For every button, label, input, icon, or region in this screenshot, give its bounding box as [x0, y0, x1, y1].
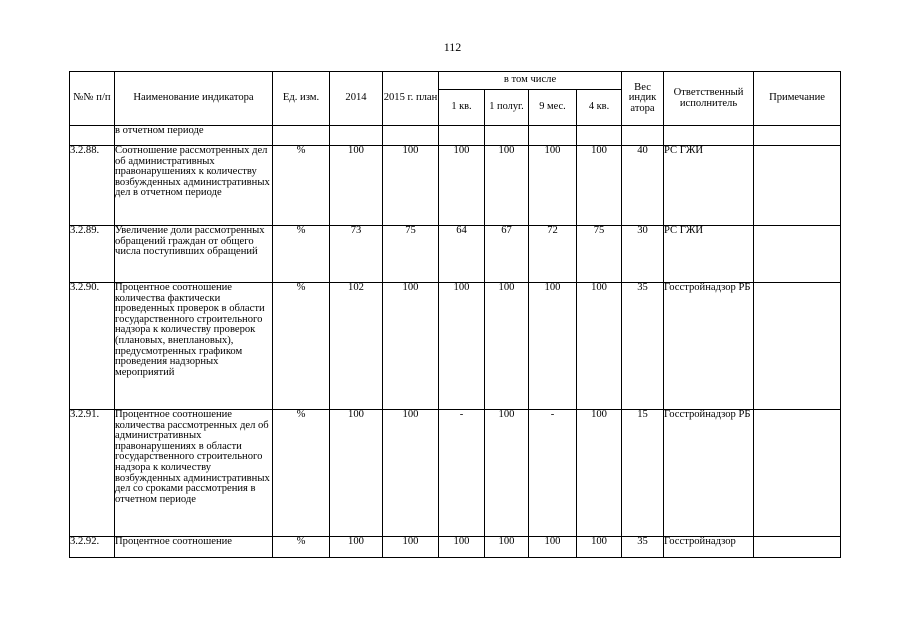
cell-2015: 100: [383, 146, 439, 226]
cell-num: 3.2.91.: [70, 410, 115, 537]
cell-num: 3.2.88.: [70, 146, 115, 226]
cell-note: [754, 146, 841, 226]
cell-weight: 15: [622, 410, 664, 537]
header-including: в том числе: [439, 72, 622, 90]
cell-q1: 64: [439, 226, 485, 283]
cell-note: [754, 226, 841, 283]
cell-2014: 102: [330, 283, 383, 410]
cell-2015: [383, 126, 439, 146]
cell-name: Соотношение рассмотренных дел об административных правонарушениях к количеству возбужденных административных дел в отчетном периоде: [115, 146, 273, 226]
cell-half1: 67: [485, 226, 529, 283]
header-name: Наименование индикатора: [115, 72, 273, 126]
table-row: [70, 537, 841, 558]
cell-note: [754, 126, 841, 146]
cell-9m: [529, 126, 577, 146]
cell-q1: -: [439, 410, 485, 537]
cell-q4: 100: [577, 146, 622, 226]
cell-unit: %: [273, 283, 330, 410]
page-number: 112: [443, 40, 462, 54]
cell-responsible: Госстройнадзор РБ: [664, 410, 754, 537]
cell-q4: [577, 126, 622, 146]
table-row: [70, 410, 841, 537]
header-unit: Ед. изм.: [273, 72, 330, 126]
cell-weight: 35: [622, 537, 664, 558]
cell-num: 3.2.92.: [70, 537, 115, 558]
cell-name: в отчетном периоде: [115, 126, 273, 146]
cell-responsible: Госстройнадзор РБ: [664, 283, 754, 410]
cell-2015: 100: [383, 537, 439, 558]
cell-unit: %: [273, 410, 330, 537]
table-header: [70, 72, 841, 126]
cell-name: Процентное соотношение количества фактически проведенных проверок в области государственного строительного надзора к количеству проверок (плановых, внеплановых), предусмотренных графиком проведения надзорных мероприятий: [115, 283, 273, 410]
cell-name: Процентное соотношение количества рассмотренных дел об административных правонарушениях в области государственного строительного надзора к количеству возбужденных административных дел со сроками рассмотрения в отчетном периоде: [115, 410, 273, 537]
header-num: №№ п/п: [70, 72, 115, 126]
cell-weight: [622, 126, 664, 146]
cell-q4: 100: [577, 537, 622, 558]
cell-q4: 75: [577, 226, 622, 283]
table-row: [70, 126, 841, 146]
cell-half1: 100: [485, 146, 529, 226]
cell-2015: 100: [383, 410, 439, 537]
cell-2015: 75: [383, 226, 439, 283]
cell-q4: 100: [577, 410, 622, 537]
table-row: [70, 226, 841, 283]
cell-weight: 40: [622, 146, 664, 226]
cell-9m: 72: [529, 226, 577, 283]
cell-q1: 100: [439, 283, 485, 410]
cell-9m: 100: [529, 146, 577, 226]
cell-2014: 100: [330, 410, 383, 537]
cell-2014: 100: [330, 146, 383, 226]
table-row: [70, 146, 841, 226]
cell-q1: 100: [439, 537, 485, 558]
indicators-table: [69, 71, 841, 558]
cell-weight: 30: [622, 226, 664, 283]
cell-num: [70, 126, 115, 146]
header-q4: 4 кв.: [577, 90, 622, 126]
cell-2014: 100: [330, 537, 383, 558]
cell-weight: 35: [622, 283, 664, 410]
header-2014: 2014: [330, 72, 383, 126]
cell-half1: [485, 126, 529, 146]
cell-q1: 100: [439, 146, 485, 226]
cell-unit: %: [273, 226, 330, 283]
header-2015-plan: 2015 г. план: [383, 72, 439, 126]
cell-responsible: РС ГЖИ: [664, 226, 754, 283]
cell-unit: %: [273, 537, 330, 558]
header-9m: 9 мес.: [529, 90, 577, 126]
table-body: [70, 126, 841, 558]
header-q1: 1 кв.: [439, 90, 485, 126]
cell-9m: 100: [529, 283, 577, 410]
cell-9m: -: [529, 410, 577, 537]
cell-half1: 100: [485, 283, 529, 410]
cell-responsible: РС ГЖИ: [664, 146, 754, 226]
cell-half1: 100: [485, 410, 529, 537]
cell-num: 3.2.90.: [70, 283, 115, 410]
table-row: [70, 283, 841, 410]
header-note: Примечание: [754, 72, 841, 126]
cell-unit: [273, 126, 330, 146]
cell-note: [754, 410, 841, 537]
cell-half1: 100: [485, 537, 529, 558]
cell-9m: 100: [529, 537, 577, 558]
cell-responsible: Госстройнадзор: [664, 537, 754, 558]
cell-responsible: [664, 126, 754, 146]
header-weight: Вес индик атора: [622, 72, 664, 126]
cell-unit: %: [273, 146, 330, 226]
cell-note: [754, 537, 841, 558]
cell-2014: [330, 126, 383, 146]
cell-note: [754, 283, 841, 410]
cell-q1: [439, 126, 485, 146]
cell-2014: 73: [330, 226, 383, 283]
cell-num: 3.2.89.: [70, 226, 115, 283]
cell-q4: 100: [577, 283, 622, 410]
header-half1: 1 полуг.: [485, 90, 529, 126]
cell-name: Увеличение доли рассмотренных обращений граждан от общего числа поступивших обращений: [115, 226, 273, 283]
cell-name: Процентное соотношение: [115, 537, 273, 558]
cell-2015: 100: [383, 283, 439, 410]
header-responsible: Ответственный исполнитель: [664, 72, 754, 126]
